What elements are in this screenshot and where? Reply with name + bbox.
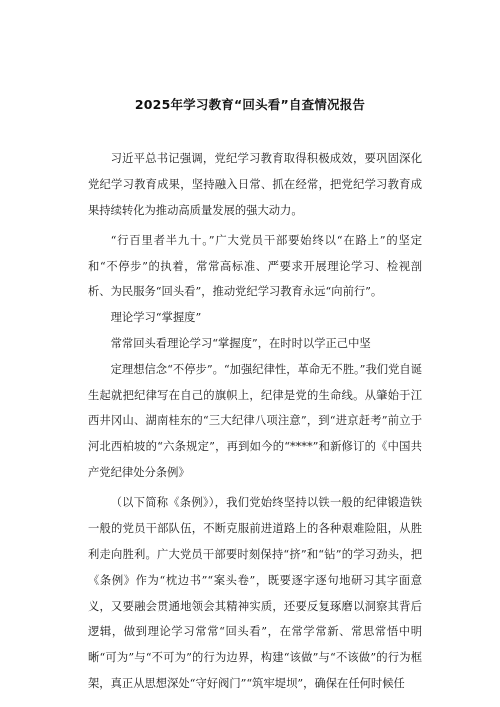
section-heading: 理论学习“掌握度”	[110, 311, 202, 325]
paragraph-regulation: （以下简称《条例》），我们党始终坚持以铁一般的纪律锻造铁一般的党员干部队伍，不断克服前进道路上的各种艰难险阻，从胜利走向胜利。广大党员干部要时刻保持“挤”和“钻”的学习劲头，把《条例》作为“枕边书”“案头卷”，既要逐字逐句地研习其字面意义，又要融会贯通地领会其精神实质，还要反复琢磨以洞察其背后逻辑，做到理论学习常常“回头看”，在常学常新、常思常悟中明晰“可为”与“不可为”的行为边界，构建“该做”与“不该做”的行为框架，真正从思想深处“守好阀门”“筑牢堤坝”，确保在任何时候任	[88, 496, 422, 690]
paragraph-quote: “行百里者半九十。”广大党员干部要始终以“在路上”的坚定和“不停步”的执着，常常高标准、严要求开展理论学习、检视剖析、为民服务“回头看”，推动党纪学习教育永远“向前行”。	[88, 233, 422, 299]
paragraph-lead: 常常回头看理论学习“掌握度”，在时时以学正己中坚	[110, 337, 371, 351]
document-body	[88, 146, 422, 701]
paragraph-intro: 习近平总书记强调，党纪学习教育取得积极成效，要巩固深化党纪学习教育成果，坚持融入日常、抓在经常，把党纪学习教育成果持续转化为推动高质量发展的强大动力。	[88, 152, 422, 217]
paragraph-history: 定理想信念“不停步”。“加强纪律性，革命无不胜。”我们党自诞生起就把纪律写在自己的旗帜上，纪律是党的生命线。从肇始于江西井冈山、湖南桂东的“三大纪律八项注意”，到“进京赶考”前立于河北西柏坡的“六条规定”，再到如今的“****”和新修订的《中国共产党纪律处分条例》	[88, 362, 422, 480]
document-title: 2025年学习教育“回头看”自查情况报告	[134, 97, 366, 112]
